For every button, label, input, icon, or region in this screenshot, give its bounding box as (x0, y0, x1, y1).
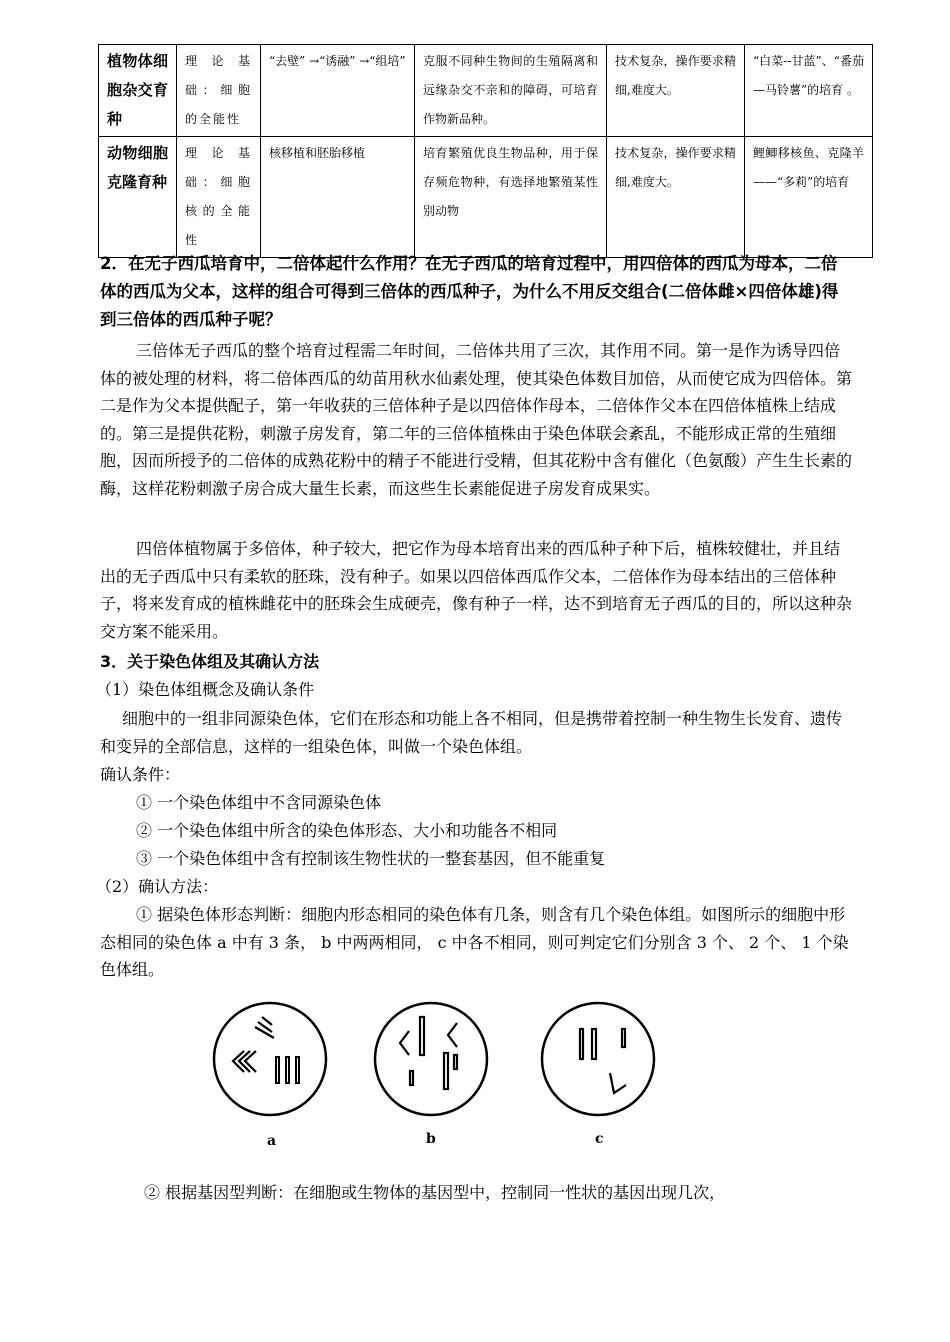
definition-paragraph: 细胞中的一组非同源染色体，它们在形态和功能上各不相同，但是携带着控制一种生物生长发育、遗传和变异的全部信息，这样的一组染色体，叫做一个染色体组。 (100, 709, 843, 756)
question-2-title: 2．在无子西瓜培育中，二倍体起什么作用？在无子西瓜的培育过程中，用四倍体的西瓜为母本，二倍体的西瓜为父本，这样的组合可得到三倍体的西瓜种子，为什么不用反交组合(二倍体雌×四倍体雄)得到三倍体的西瓜种子呢？ (100, 254, 839, 329)
condition-1: ① 一个染色体组中不含同源染色体 (136, 793, 382, 812)
row-method: 核移植和胚胎移植 (261, 137, 415, 258)
row-drawback: 技术复杂，操作要求精细,难度大。 (607, 137, 745, 258)
table-row (99, 137, 873, 258)
bent-chromosomes (233, 1017, 274, 1072)
row-name: 动物细胞克隆育种 (99, 137, 177, 258)
fig-label-a: a (267, 1133, 277, 1149)
condition-3: ③ 一个染色体组中含有控制该生物性状的一整套基因，但不能重复 (136, 849, 606, 868)
question-2-para-2: 四倍体植物属于多倍体，种子较大，把它作为母本培育出来的西瓜种子种下后，植株较健壮，并且结出的无子西瓜中只有柔软的胚珠，没有种子。如果以四倍体西瓜作父本，二倍体作为母本结出的三倍体种子，将来发育成的植株雌花中的胚珠会生成硬壳，像有种子一样，达不到培育无子西瓜的目的，所以这种杂交方案不能采用。 (100, 539, 853, 641)
row-advantage: 克服不同种生物间的生殖隔离和远缘杂交不亲和的障碍，可培育作物新品种。 (415, 45, 607, 137)
method-2: ② 根据基因型判断：在细胞或生物体的基因型中，控制同一性状的基因出现几次， (144, 1183, 726, 1202)
cell-a (214, 1003, 326, 1115)
row-basis: 理论基础：细胞的全能性 (177, 45, 261, 137)
question-2-para-1: 三倍体无子西瓜的整个培育过程需二年时间，二倍体共用了三次，其作用不同。第一是作为诱导四倍体的被处理的材料，将二倍体西瓜的幼苗用秋水仙素处理，使其染色体数目加倍，从而使它成为四倍体。第二是作为父本提供配子，第一年收获的三倍体种子是以四倍体作母本，二倍体作父本在四倍体植株上结成的。第三是提供花粉，刺激子房发育，第二年的三倍体植株由于染色体联会紊乱，不能形成正常的生殖细胞，因而所授予的二倍体的成熟花粉中的精子不能进行受精，但其花粉中含有催化（色氨酸）产生生长素的酶，这样花粉刺激子房合成大量生长素，而这些生长素能促进子房发育成果实。 (100, 341, 853, 498)
conditions-label: 确认条件： (100, 765, 181, 784)
row-basis: 理论基础：细胞核的全能性 (177, 137, 261, 258)
row-example: “白菜--甘蓝”、“番茄—马铃薯”的培育 。 (745, 45, 873, 137)
row-name: 植物体细胞杂交育种 (99, 45, 177, 137)
question-3-title: 3．关于染色体组及其确认方法 (100, 652, 320, 671)
row-method: “去壁” →“诱融” →“组培” (261, 45, 415, 137)
subheading-1: （1）染色体组概念及确认条件 (96, 680, 315, 699)
breeding-table (98, 44, 873, 258)
rod-chromosomes (276, 1057, 299, 1083)
condition-2: ② 一个染色体组中所含的染色体形态、大小和功能各不相同 (136, 821, 558, 840)
subheading-2: （2）确认方法： (96, 877, 219, 896)
method-1: ① 据染色体形态判断：细胞内形态相同的染色体有几条，则含有几个染色体组。如图所示的细胞中形态相同的染色体 a 中有 3 条， b 中两两相同， c 中各不相同，则可判定它们分别含 3 个、 2 个、 1 个染色体组。 (100, 905, 849, 979)
cell-b (375, 1003, 487, 1115)
row-drawback: 技术复杂，操作要求精细,难度大。 (607, 45, 745, 137)
row-example: 鲤鲫移核鱼、克隆羊——“多莉”的培育 (745, 137, 873, 258)
chromosome-set-figure (200, 995, 680, 1155)
fig-label-c: c (595, 1131, 604, 1147)
table-row (99, 45, 873, 137)
cell-c (542, 1003, 654, 1115)
row-advantage: 培育繁殖优良生物品种，用于保存频危物种，有选择地繁殖某性别动物 (415, 137, 607, 258)
fig-label-b: b (426, 1131, 436, 1147)
